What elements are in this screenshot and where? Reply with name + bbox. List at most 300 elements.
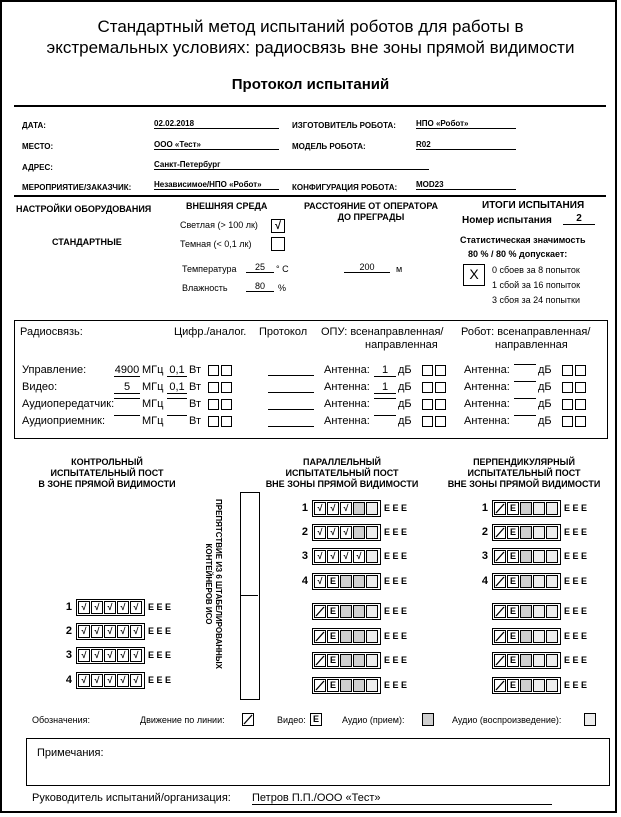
opu-antenna-label: Антенна: xyxy=(324,415,370,427)
row-number: 3 xyxy=(65,649,72,661)
analog-checkbox[interactable] xyxy=(221,382,232,393)
control-title-2: ИСПЫТАТЕЛЬНЫЙ ПОСТ xyxy=(50,468,164,478)
robot-dir-checkbox[interactable] xyxy=(575,416,586,427)
model-value[interactable]: R02 xyxy=(416,140,516,150)
audio-out-cell[interactable] xyxy=(546,502,558,515)
ee-marks: E E E xyxy=(384,527,408,537)
audio-in-cell[interactable] xyxy=(353,605,365,618)
dark-label: Темная (< 0,1 лк) xyxy=(180,239,252,249)
check-cell[interactable]: √ xyxy=(104,674,116,687)
header-block xyxy=(14,105,606,197)
parallel-extra-row xyxy=(298,677,407,693)
icon-group xyxy=(312,628,381,645)
video-cell[interactable]: E xyxy=(507,679,519,692)
stat-option-1: 0 сбоев за 8 попыток xyxy=(492,265,580,275)
robot-db-unit: дБ xyxy=(538,415,552,427)
obstacle-bar xyxy=(240,492,260,700)
radio-row-power-unit: Вт xyxy=(189,398,202,410)
ee-marks: E E E xyxy=(384,606,408,616)
audio-in-cell[interactable] xyxy=(520,654,532,667)
audio-out-cell[interactable] xyxy=(546,679,558,692)
digital-checkbox[interactable] xyxy=(208,416,219,427)
leader-value[interactable]: Петров П.П./ООО «Тест» xyxy=(252,792,552,805)
check-cell[interactable]: √ xyxy=(130,625,142,638)
protocol-field[interactable] xyxy=(268,426,314,427)
humidity-value[interactable]: 80 xyxy=(246,281,274,292)
check-cell[interactable]: √ xyxy=(117,625,129,638)
ee-marks: E E E xyxy=(564,606,588,616)
audio-in-cell[interactable] xyxy=(353,654,365,667)
row-number: 3 xyxy=(481,550,488,562)
check-cell[interactable]: √ xyxy=(117,649,129,662)
humidity-label: Влажность xyxy=(182,283,228,293)
model-label: МОДЕЛЬ РОБОТА: xyxy=(292,142,366,151)
check-cell[interactable]: √ xyxy=(130,649,142,662)
audio-out-cell[interactable] xyxy=(366,630,378,643)
row-number: 4 xyxy=(301,575,308,587)
row-number: 4 xyxy=(65,674,72,686)
col-opu-2: направленная xyxy=(365,339,438,351)
icon-group xyxy=(492,524,561,541)
move-cell[interactable] xyxy=(494,630,506,643)
ee-marks: E E E xyxy=(384,680,408,690)
audio-in-cell[interactable] xyxy=(340,654,352,667)
col-protocol: Протокол xyxy=(259,326,308,338)
check-cell[interactable]: √ xyxy=(327,550,339,563)
ee-marks: E E E xyxy=(564,680,588,690)
legend-audio-out: Аудио (воспроизведение): xyxy=(452,715,562,725)
legend-video-icon: E xyxy=(310,713,322,726)
light-label: Светлая (> 100 лк) xyxy=(180,220,258,230)
row-number: 2 xyxy=(65,625,72,637)
audio-out-cell[interactable] xyxy=(546,550,558,563)
opu-omni-checkbox[interactable] xyxy=(422,399,433,410)
audio-in-cell[interactable] xyxy=(353,679,365,692)
parallel-row xyxy=(298,573,407,589)
radio-row-freq-unit: МГц xyxy=(142,415,164,427)
radio-row-label: Аудиопередатчик: xyxy=(22,398,115,410)
icon-group xyxy=(492,500,561,517)
icon-group xyxy=(492,548,561,565)
icon-group xyxy=(492,603,561,620)
robot-omni-checkbox[interactable] xyxy=(562,416,573,427)
humidity-unit: % xyxy=(278,283,287,293)
distance-label-1: РАССТОЯНИЕ ОТ ОПЕРАТОРА xyxy=(303,201,439,211)
perp-row xyxy=(478,573,587,589)
perp-row xyxy=(478,524,587,540)
ee-marks: E E E xyxy=(384,631,408,641)
icon-group xyxy=(312,573,381,590)
ee-marks: E E E xyxy=(384,551,408,561)
check-cell[interactable]: √ xyxy=(353,550,365,563)
video-cell[interactable]: E xyxy=(507,630,519,643)
stat-option-3: 3 сбоя за 24 попытки xyxy=(492,295,580,305)
temp-label: Температура xyxy=(182,264,237,274)
opu-dir-checkbox[interactable] xyxy=(435,382,446,393)
opu-dir-checkbox[interactable] xyxy=(435,416,446,427)
audio-out-cell[interactable] xyxy=(546,605,558,618)
config-label: КОНФИГУРАЦИЯ РОБОТА: xyxy=(292,183,398,192)
check-cell[interactable]: √ xyxy=(78,674,90,687)
perp-station-title xyxy=(436,457,612,490)
radio-row-power[interactable]: 0,1 xyxy=(167,381,187,394)
parallel-row xyxy=(298,548,407,564)
icon-group xyxy=(312,500,381,517)
icon-group xyxy=(492,677,561,694)
control-title-3: В ЗОНЕ ПРЯМОЙ ВИДИМОСТИ xyxy=(38,479,176,489)
digital-checkbox[interactable] xyxy=(208,382,219,393)
robot-antenna-value[interactable] xyxy=(514,398,536,399)
stat-option-2: 1 сбой за 16 попыток xyxy=(492,280,581,290)
control-row xyxy=(62,672,171,688)
analog-checkbox[interactable] xyxy=(221,365,232,376)
opu-antenna-value[interactable] xyxy=(374,398,396,399)
audio-out-cell[interactable] xyxy=(533,575,545,588)
radio-row-freq[interactable] xyxy=(114,398,140,399)
radio-row-freq[interactable] xyxy=(114,415,140,416)
audio-out-cell[interactable] xyxy=(533,502,545,515)
audio-in-cell[interactable] xyxy=(353,502,365,515)
legend-audio-in: Аудио (прием): xyxy=(342,715,405,725)
icon-group xyxy=(312,677,381,694)
audio-out-cell[interactable] xyxy=(533,526,545,539)
perp-title-3: ВНЕ ЗОНЫ ПРЯМОЙ ВИДИМОСТИ xyxy=(447,479,601,489)
row-number: 1 xyxy=(481,502,488,514)
opu-dir-checkbox[interactable] xyxy=(435,365,446,376)
row-number: 3 xyxy=(301,550,308,562)
control-row xyxy=(62,599,171,615)
row-number: 1 xyxy=(301,502,308,514)
leader-label: Руководитель испытаний/организация: xyxy=(32,792,231,804)
place-label: МЕСТО: xyxy=(22,142,54,151)
check-cell[interactable]: √ xyxy=(340,502,352,515)
icon-group xyxy=(492,628,561,645)
move-cell[interactable] xyxy=(314,630,326,643)
stat-checkbox[interactable]: X xyxy=(463,264,485,286)
video-cell[interactable]: E xyxy=(327,679,339,692)
robot-db-unit: дБ xyxy=(538,364,552,376)
perp-row xyxy=(478,548,587,564)
radio-row-power[interactable] xyxy=(167,415,187,416)
ee-marks: E E E xyxy=(148,626,172,636)
check-cell[interactable]: √ xyxy=(117,674,129,687)
video-cell[interactable]: E xyxy=(507,550,519,563)
control-station-title xyxy=(22,457,192,490)
check-cell[interactable]: √ xyxy=(78,649,90,662)
protocol-field[interactable] xyxy=(268,375,314,376)
check-cell[interactable]: √ xyxy=(117,601,129,614)
perp-extra-row xyxy=(478,628,587,644)
distance-value[interactable]: 200 xyxy=(344,262,390,273)
config-value[interactable]: MOD23 xyxy=(416,180,516,190)
audio-in-cell[interactable] xyxy=(353,526,365,539)
check-cell[interactable]: √ xyxy=(91,674,103,687)
video-cell[interactable]: E xyxy=(507,502,519,515)
robot-antenna-label: Антенна: xyxy=(464,415,510,427)
audio-out-cell[interactable] xyxy=(366,575,378,588)
analog-checkbox[interactable] xyxy=(221,416,232,427)
digital-checkbox[interactable] xyxy=(208,365,219,376)
row-number: 2 xyxy=(481,526,488,538)
audio-out-cell[interactable] xyxy=(366,502,378,515)
opu-dir-checkbox[interactable] xyxy=(435,399,446,410)
move-cell[interactable] xyxy=(314,605,326,618)
check-cell[interactable]: √ xyxy=(314,575,326,588)
check-cell[interactable]: √ xyxy=(104,625,116,638)
doc-title-line2: экстремальных условиях: радиосвязь вне зоны прямой видимости xyxy=(46,38,575,57)
maker-value[interactable]: НПО «Робот» xyxy=(416,119,516,129)
radio-row-power[interactable] xyxy=(167,398,187,399)
audio-in-cell[interactable] xyxy=(353,630,365,643)
audio-in-cell[interactable] xyxy=(340,575,352,588)
check-cell[interactable]: √ xyxy=(91,625,103,638)
robot-dir-checkbox[interactable] xyxy=(575,382,586,393)
check-cell[interactable]: √ xyxy=(130,601,142,614)
perp-title-2: ИСПЫТАТЕЛЬНЫЙ ПОСТ xyxy=(467,468,581,478)
radio-row-freq[interactable]: 5 xyxy=(114,381,140,394)
audio-in-cell[interactable] xyxy=(520,605,532,618)
video-cell[interactable]: E xyxy=(507,605,519,618)
audio-in-cell[interactable] xyxy=(520,550,532,563)
audio-out-cell[interactable] xyxy=(546,575,558,588)
check-cell[interactable]: √ xyxy=(130,674,142,687)
parallel-title-3: ВНЕ ЗОНЫ ПРЯМОЙ ВИДИМОСТИ xyxy=(265,479,419,489)
control-title-1: КОНТРОЛЬНЫЙ xyxy=(71,457,143,467)
opu-antenna-label: Антенна: xyxy=(324,381,370,393)
ee-marks: E E E xyxy=(564,576,588,586)
robot-antenna-label: Антенна: xyxy=(464,381,510,393)
check-cell[interactable]: √ xyxy=(104,601,116,614)
ee-marks: E E E xyxy=(148,675,172,685)
move-cell[interactable] xyxy=(314,654,326,667)
audio-out-cell[interactable] xyxy=(533,630,545,643)
dark-checkbox[interactable] xyxy=(271,237,285,251)
robot-db-unit: дБ xyxy=(538,381,552,393)
radio-row-freq-unit: МГц xyxy=(142,398,164,410)
perp-extra-row xyxy=(478,603,587,619)
icon-group xyxy=(76,647,145,664)
ee-marks: E E E xyxy=(564,631,588,641)
robot-omni-checkbox[interactable] xyxy=(562,365,573,376)
protocol-field[interactable] xyxy=(268,392,314,393)
temp-value[interactable]: 25 xyxy=(246,262,274,273)
audio-out-cell[interactable] xyxy=(546,630,558,643)
parallel-extra-row xyxy=(298,603,407,619)
opu-antenna-label: Антенна: xyxy=(324,398,370,410)
move-cell[interactable] xyxy=(494,550,506,563)
digital-checkbox[interactable] xyxy=(208,399,219,410)
address-label: АДРЕС: xyxy=(22,163,53,172)
audio-in-cell[interactable] xyxy=(340,605,352,618)
icon-group xyxy=(312,548,381,565)
ee-marks: E E E xyxy=(384,655,408,665)
test-number-value[interactable]: 2 xyxy=(563,213,595,225)
parallel-extra-row xyxy=(298,652,407,668)
equipment-label: НАСТРОЙКИ ОБОРУДОВАНИЯ xyxy=(16,204,152,214)
parallel-title-2: ИСПЫТАТЕЛЬНЫЙ ПОСТ xyxy=(285,468,399,478)
icon-group xyxy=(76,672,145,689)
check-cell[interactable]: √ xyxy=(104,649,116,662)
icon-group xyxy=(312,524,381,541)
maker-label: ИЗГОТОВИТЕЛЬ РОБОТА: xyxy=(292,121,396,130)
perp-row xyxy=(478,500,587,516)
protocol-field[interactable] xyxy=(268,409,314,410)
audio-out-cell[interactable] xyxy=(533,605,545,618)
analog-checkbox[interactable] xyxy=(221,399,232,410)
radio-row-freq[interactable]: 4900 xyxy=(114,364,140,376)
icon-group xyxy=(492,573,561,590)
env-label: ВНЕШНЯЯ СРЕДА xyxy=(186,201,268,211)
opu-db-unit: дБ xyxy=(398,415,412,427)
move-cell[interactable] xyxy=(494,575,506,588)
audio-out-cell[interactable] xyxy=(533,550,545,563)
col-robot-1: Робот: всенаправленная/ xyxy=(461,326,591,338)
results-label: ИТОГИ ИСПЫТАНИЯ xyxy=(482,200,585,211)
check-cell[interactable]: √ xyxy=(314,502,326,515)
col-digital: Цифр./аналог. xyxy=(174,326,247,338)
parallel-title-1: ПАРАЛЛЕЛЬНЫЙ xyxy=(303,457,381,467)
check-cell[interactable]: √ xyxy=(314,550,326,563)
video-cell[interactable]: E xyxy=(327,575,339,588)
video-cell[interactable]: E xyxy=(327,630,339,643)
icon-group xyxy=(76,623,145,640)
opu-antenna-value[interactable]: 1 xyxy=(374,381,396,394)
audio-in-cell[interactable] xyxy=(340,630,352,643)
move-cell[interactable] xyxy=(314,679,326,692)
audio-in-icon xyxy=(422,713,434,726)
stat-value: 80 % / 80 % допускает: xyxy=(468,249,568,259)
move-cell[interactable] xyxy=(494,679,506,692)
opu-db-unit: дБ xyxy=(398,398,412,410)
address-value[interactable]: Санкт-Петербург xyxy=(154,160,429,170)
video-cell[interactable]: E xyxy=(507,526,519,539)
robot-antenna-value[interactable] xyxy=(514,415,536,416)
legend-move: Движение по линии: xyxy=(140,715,225,725)
date-value[interactable]: 02.02.2018 xyxy=(154,119,279,129)
ee-marks: E E E xyxy=(148,602,172,612)
audio-out-cell[interactable] xyxy=(533,654,545,667)
audio-in-cell[interactable] xyxy=(353,575,365,588)
distance-unit: м xyxy=(396,264,403,274)
video-cell[interactable]: E xyxy=(327,605,339,618)
video-cell[interactable]: E xyxy=(507,654,519,667)
radio-row-label: Видео: xyxy=(22,381,58,393)
audio-out-cell[interactable] xyxy=(366,605,378,618)
distance-label-2: ДО ПРЕГРАДЫ xyxy=(337,212,405,222)
audio-in-cell[interactable] xyxy=(520,502,532,515)
temp-unit: ° C xyxy=(276,264,289,274)
robot-antenna-label: Антенна: xyxy=(464,364,510,376)
radio-row-power[interactable]: 0,1 xyxy=(167,364,187,377)
move-cell[interactable] xyxy=(494,526,506,539)
check-cell[interactable]: √ xyxy=(91,649,103,662)
radio-row-label: Управление: xyxy=(22,364,87,376)
check-cell[interactable]: √ xyxy=(327,502,339,515)
radio-row-label: Аудиоприемник: xyxy=(22,415,106,427)
audio-out-cell[interactable] xyxy=(366,526,378,539)
event-value[interactable]: Независимое/НПО «Робот» xyxy=(154,180,279,190)
opu-db-unit: дБ xyxy=(398,381,412,393)
audio-in-cell[interactable] xyxy=(520,630,532,643)
test-number-label: Номер испытания xyxy=(462,215,552,226)
opu-antenna-value[interactable]: 1 xyxy=(374,364,396,377)
audio-out-cell[interactable] xyxy=(366,550,378,563)
radio-row-freq-unit: МГц xyxy=(142,364,164,376)
robot-db-unit: дБ xyxy=(538,398,552,410)
robot-omni-checkbox[interactable] xyxy=(562,399,573,410)
audio-out-cell[interactable] xyxy=(366,654,378,667)
opu-omni-checkbox[interactable] xyxy=(422,382,433,393)
icon-group xyxy=(312,652,381,669)
obstacle-label-1: ПРЕПЯТСТВИЕ ИЗ 6 ШТАБЕЛИРОВАННЫХ xyxy=(214,499,223,669)
opu-antenna-label: Антенна: xyxy=(324,364,370,376)
place-value[interactable]: ООО «Тест» xyxy=(154,140,279,150)
radio-title: Радиосвязь: xyxy=(20,326,83,338)
doc-subtitle: Протокол испытаний xyxy=(231,76,390,93)
control-row xyxy=(62,647,171,663)
ee-marks: E E E xyxy=(384,576,408,586)
robot-omni-checkbox[interactable] xyxy=(562,382,573,393)
audio-out-cell[interactable] xyxy=(546,526,558,539)
radio-row-freq-unit: МГц xyxy=(142,381,164,393)
obstacle-label-2: КОНТЕЙНЕРОВ ИСО xyxy=(204,543,213,625)
robot-antenna-value[interactable] xyxy=(514,364,536,365)
move-cell[interactable] xyxy=(494,605,506,618)
radio-row-power-unit: Вт xyxy=(189,381,202,393)
audio-in-cell[interactable] xyxy=(520,526,532,539)
audio-in-cell[interactable] xyxy=(340,679,352,692)
check-cell[interactable]: √ xyxy=(91,601,103,614)
move-cell[interactable] xyxy=(494,502,506,515)
audio-out-cell[interactable] xyxy=(533,679,545,692)
robot-dir-checkbox[interactable] xyxy=(575,365,586,376)
check-cell[interactable]: √ xyxy=(78,625,90,638)
check-cell[interactable]: √ xyxy=(340,526,352,539)
opu-db-unit: дБ xyxy=(398,364,412,376)
check-cell[interactable]: √ xyxy=(327,526,339,539)
perp-extra-row xyxy=(478,677,587,693)
light-checkbox[interactable]: √ xyxy=(271,219,285,233)
date-label: ДАТА: xyxy=(22,121,46,130)
audio-in-cell[interactable] xyxy=(520,679,532,692)
check-cell[interactable]: √ xyxy=(340,550,352,563)
move-cell[interactable] xyxy=(494,654,506,667)
obstacle-label xyxy=(203,474,223,694)
robot-antenna-label: Антенна: xyxy=(464,398,510,410)
opu-omni-checkbox[interactable] xyxy=(422,365,433,376)
opu-omni-checkbox[interactable] xyxy=(422,416,433,427)
video-cell[interactable]: E xyxy=(507,575,519,588)
check-cell[interactable]: √ xyxy=(78,601,90,614)
video-cell[interactable]: E xyxy=(327,654,339,667)
check-cell[interactable]: √ xyxy=(314,526,326,539)
perp-title-1: ПЕРПЕНДИКУЛЯРНЫЙ xyxy=(473,457,575,467)
robot-antenna-value[interactable] xyxy=(514,381,536,382)
audio-in-cell[interactable] xyxy=(520,575,532,588)
radio-row-power-unit: Вт xyxy=(189,364,202,376)
parallel-extra-row xyxy=(298,628,407,644)
notes-box[interactable] xyxy=(26,738,610,786)
ee-marks: E E E xyxy=(384,503,408,513)
parallel-row xyxy=(298,500,407,516)
opu-antenna-value[interactable] xyxy=(374,415,396,416)
ee-marks: E E E xyxy=(564,527,588,537)
audio-out-cell[interactable] xyxy=(366,679,378,692)
ee-marks: E E E xyxy=(148,650,172,660)
robot-dir-checkbox[interactable] xyxy=(575,399,586,410)
event-label: МЕРОПРИЯТИЕ/ЗАКАЗЧИК: xyxy=(22,183,132,192)
audio-out-cell[interactable] xyxy=(546,654,558,667)
